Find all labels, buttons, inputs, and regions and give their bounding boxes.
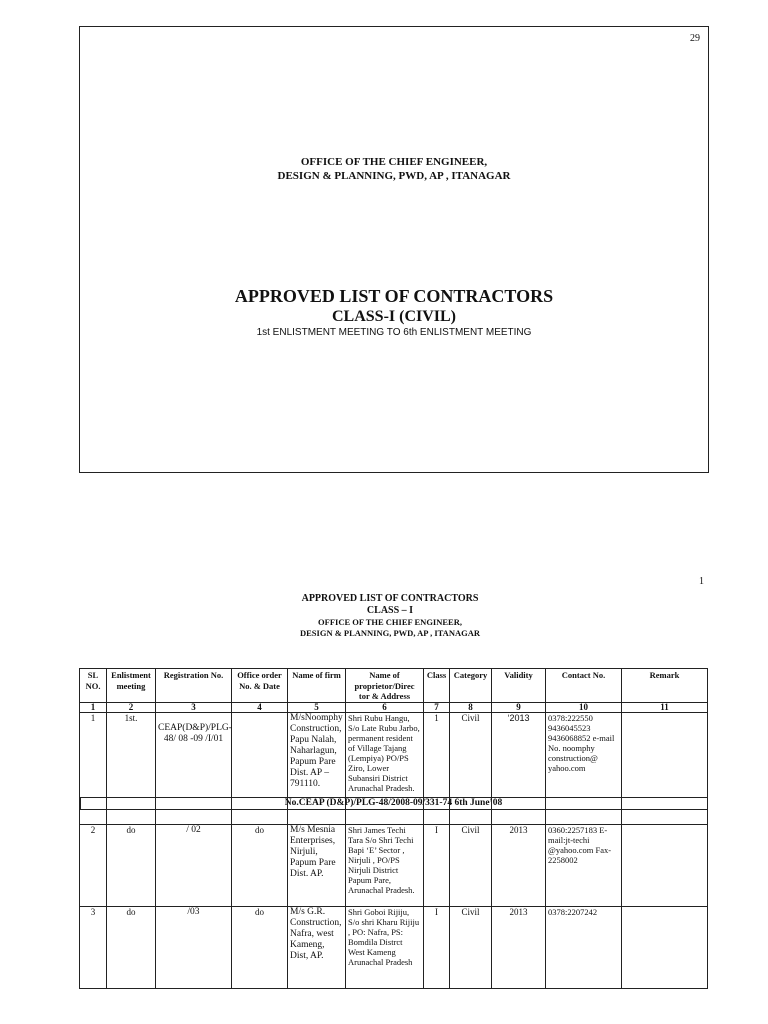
header-class: Class [424,669,450,703]
cell-registration: CEAP(D&P)/PLG-48/ 08 -09 /I/01 [156,712,232,824]
table-row [80,906,708,988]
cell-registration: / 02 [156,824,232,906]
cell-meeting: do [107,824,156,906]
column-number: 3 [156,702,232,712]
cell-validity: 2013 [492,824,546,906]
column-number: 10 [546,702,622,712]
cell-office-order: do [232,824,288,906]
table-row [80,712,708,824]
cell-validity: ‘2013 [492,712,546,824]
header-firm: Name of firm [288,669,346,703]
cover-subtitle: CLASS-I (CIVIL) [331,308,457,325]
column-number: 5 [288,702,346,712]
cell-meeting: 1st. [107,712,156,824]
cell-registration: /03 [156,906,232,988]
cell-proprietor: Shri Goboi Rijiju, S/o shri Kharu Rijiju , PO: Nafra, PS: Bomdila Distrct West Kameng Arunachal Pradesh [346,906,424,988]
header-meeting: Enlistment meeting [107,669,156,703]
cell-office-order: No.CEAP (D&P)/PLG-48/2008-09/331-74 6th June’08 [80,797,708,810]
cell-category: Civil [450,906,492,988]
cell-sl: 2 [80,824,107,906]
cell-class: 1 [424,712,450,824]
contractors-table [79,668,708,989]
cell-category: Civil [450,824,492,906]
header-registration: Registration No. [156,669,232,703]
table-header-row [80,669,708,703]
cover-office-line1: OFFICE OF THE CHIEF ENGINEER, [300,156,488,168]
header-category: Category [450,669,492,703]
column-number: 8 [450,702,492,712]
cell-remark [622,906,708,988]
header-office-order: Office order No. & Date [232,669,288,703]
cell-remark [622,824,708,906]
list-heading-office: OFFICE OF THE CHIEF ENGINEER, [318,617,462,627]
cell-office-order: do [232,906,288,988]
list-heading-title: APPROVED LIST OF CONTRACTORS [301,593,479,604]
header-validity: Validity [492,669,546,703]
cell-validity: 2013 [492,906,546,988]
list-heading [0,593,768,639]
column-number: 11 [622,702,708,712]
column-number: 2 [107,702,156,712]
cell-firm: M/s Mesnia Enterprises, Nirjuli, Papum Pare Dist. AP. [288,824,346,906]
cell-firm: M/s G.R. Construction, Nafra, west Kameng, Dist, AP. [288,906,346,988]
column-number: 9 [492,702,546,712]
list-page-number: 1 [699,576,704,587]
table-row [80,824,708,906]
column-number-row [80,702,708,712]
header-contact: Contact No. [546,669,622,703]
cover-title: APPROVED LIST OF CONTRACTORS [234,286,554,306]
cover-meeting-range: 1st ENLISTMENT MEETING TO 6th ENLISTMENT MEETING [256,327,532,338]
cover-office-line2: DESIGN & PLANNING, PWD, AP , ITANAGAR [277,170,511,182]
cover-office-heading [80,155,708,183]
list-heading-department: DESIGN & PLANNING, PWD, AP , ITANAGAR [299,628,480,638]
column-number: 6 [346,702,424,712]
cell-firm: M/sNoomphy Construction, Papu Nalah, Naharlagun, Papum Pare Dist. AP – 791110. [288,712,346,824]
cell-proprietor: Shri Rubu Hangu, S/o Late Rubu Jarbo, permanent resident of Village Tajang (Lempiya) PO/PS Ziro, Lower Subansiri District Arunachal Pradesh. [346,712,424,824]
header-remark: Remark [622,669,708,703]
cell-sl: 1 [80,712,107,824]
cell-class: I [424,906,450,988]
cover-page [79,26,709,473]
header-proprietor: Name of proprietor/Direc tor & Address [346,669,424,703]
cell-proprietor: Shri James Techi Tara S/o Shri Techi Bapi ‘E’ Sector , Nirjuli , PO/PS Nirjuli District Papum Pare, Arunachal Pradesh. [346,824,424,906]
cell-class: I [424,824,450,906]
list-heading-class: CLASS – I [366,605,414,616]
header-sl: SL NO. [80,669,107,703]
cell-meeting: do [107,906,156,988]
cover-page-number: 29 [690,33,700,44]
column-number: 1 [80,702,107,712]
column-number: 4 [232,702,288,712]
cell-sl: 3 [80,906,107,988]
cell-category: Civil [450,712,492,824]
cell-contact: 0378:2207242 [546,906,622,988]
cell-contact: 0378:222550 9436045523 9436068852 e-mail No. noomphy construction@ yahoo.com [546,712,622,824]
cell-contact: 0360:2257183 E-mail:jt-techi @yahoo.com Fax-2258002 [546,824,622,906]
column-number: 7 [424,702,450,712]
